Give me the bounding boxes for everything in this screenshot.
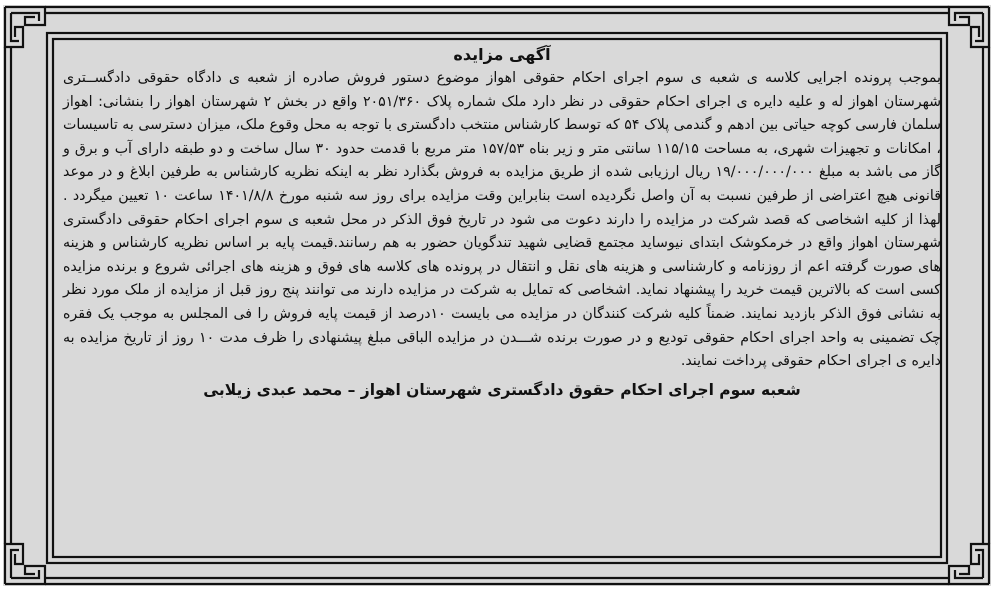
notice-frame xyxy=(3,5,991,586)
notice-title: آگهی مزایده xyxy=(453,45,551,64)
notice-content xyxy=(63,45,941,558)
notice-signature: شعبه سوم اجرای احکام حقوق دادگستری شهرستان اهواز – محمد عبدی زیلابی xyxy=(203,380,801,399)
notice-body: بموجب پرونده اجرایی کلاسه ی شعبه ی سوم اجرای احکام حقوقی اهواز موضوع دستور فروش صادره از شعبه ی دادگاه حقوقی دادگســتری شهرستان اهواز له و علیه دایره ی اجرای احکام حقوقی در نظر دارد ملک شماره پلاک ۲۰۵۱/۳۶۰ واقع در بخش ۲ شهرستان اهواز را بنشانی: اهواز سلمان فارسی کوچه حیاتی بین ادهم و گندمی پلاک ۵۴ که توسط کارشناس منتخب دادگستری با توجه به محل وقوع ملک، میزان دسترسی به تاسیسات ، امکانات و تجهیزات شهری، به مساحت ۱۱۵/۱۵ سانتی متر و زیر بناه ۱۵۷/۵۳ متر مربع با قدمت حدود ۳۰ سال ساخت و دو طبقه دارای آب و برق و گاز می باشد به مبلغ ۱۹/۰۰۰/۰۰۰/۰۰۰ ریال ارزیابی شده از طریق مزایده به فروش بگذارد نظر به اینکه نظریه کارشناس به طرفین ابلاغ و در موعد قانونی هیچ اعتراضی از طرفین نسبت به آن واصل نگردیده است بنابراین وقت مزایده برای روز سه شنبه مورخ ۱۴۰۱/۸/۸ ساعت ۱۰ تعیین میگردد . لهذا از کلیه اشخاصی که قصد شرکت در مزایده را دارند دعوت می شود در تاریخ فوق الذکر در محل شعبه ی سوم اجرای احکام حقوقی دادگستری شهرستان اهواز واقع در خرمکوشک ابتدای نیوساید مجتمع قضایی شهید تندگویان حضور به هم رسانند.قیمت پایه بر اساس نظریه کارشناس و هزینه های صورت گرفته اعم از روزنامه و کارشناسی و هزینه های نقل و انتقال در پرونده های کلاسه های فوق و هزینه های اجرائی شروع و برنده مزایده کسی است که بالاترین قیمت خرید را پیشنهاد نماید. اشخاصی که تمایل به شرکت در مزایده دارند می توانند پنج روز قبل از مزایده از ملک مورد نظر به نشانی فوق الذکر بازدید نمایند. ضمناً کلیه شرکت کنندگان در مزایده می بایست ۱۰درصد از قیمت پایه فروش را فی المجلس به موجب یک فقره چک تضمینی به واحد اجرای احکام حقوقی تودیع و در صورت برنده شـــدن در مزایده الباقی مبلغ پیشنهادی را ظرف مدت ۱۰ روز از تاریخ مزایده به دایره ی اجرای احکام حقوقی پرداخت نمایند. xyxy=(63,70,942,370)
